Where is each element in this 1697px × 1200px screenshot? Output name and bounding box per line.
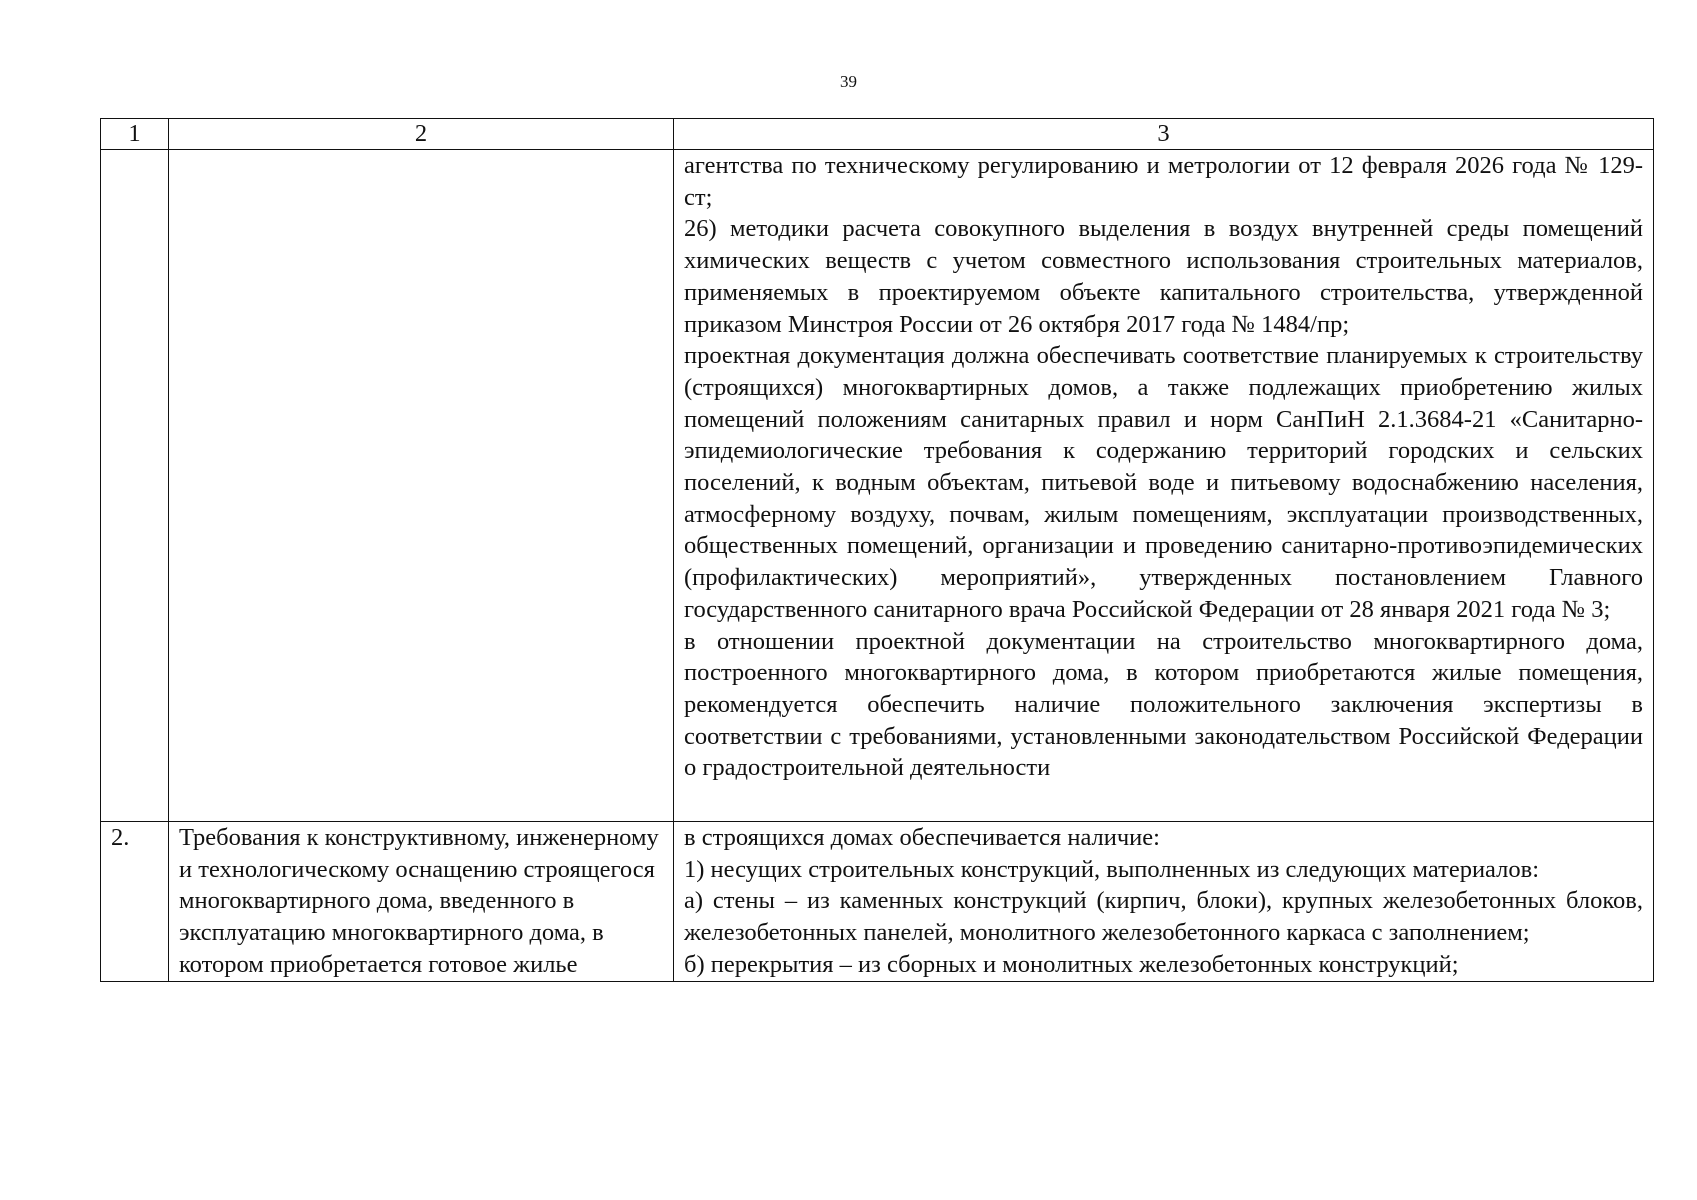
content-cell: [674, 822, 1654, 982]
paragraph: а) стены – из каменных конструкций (кирпич, блоки), крупных железобетонных блоков, железобетонных панелей, монолитного железобетонного каркаса с заполнением;: [684, 887, 1643, 947]
paragraph: 26) методики расчета совокупного выделения в воздух внутренней среды помещений химических веществ с учетом совместного использования строительных материалов, применяемых в проектируемом объекте капитального строительства, утвержденной приказом Минстроя России от 26 октября 2017 года № 1484/пр;: [684, 215, 1643, 338]
content-cell: [674, 150, 1654, 822]
row-number-cell: [101, 150, 169, 822]
requirements-table: [100, 118, 1654, 982]
table-header-row: [101, 119, 1654, 150]
column-header-3: 3: [674, 119, 1654, 150]
column-header-1: 1: [101, 119, 169, 150]
paragraph: в отношении проектной документации на строительство многоквартирного дома, построенного многоквартирного дома, в котором приобретаются жилые помещения, рекомендуется обеспечить наличие положительного заключения экспертизы в соответствии с требованиями, установленными законодательством Российской Федерации о градостроительной деятельности: [684, 627, 1643, 782]
paragraph: 1) несущих строительных конструкций, выполненных из следующих материалов:: [684, 855, 1539, 883]
paragraph: проектная документация должна обеспечивать соответствие планируемых к строительству (строящихся) многоквартирных домов, а также подлежащих приобретению жилых помещений положениям санитарных правил и норм СанПиН 2.1.3684-21 «Санитарно-эпидемиологические требования к содержанию территорий городских и сельских поселений, к водным объектам, питьевой воде и питьевому водоснабжению населения, атмосферному воздуху, почвам, жилым помещениям, эксплуатации производственных, общественных помещений, организации и проведению санитарно-противоэпидемических (профилактических) мероприятий», утвержденных постановлением Главного государственного санитарного врача Российской Федерации от 28 января 2021 года № 3;: [684, 342, 1643, 623]
paragraph: в строящихся домах обеспечивается наличие:: [684, 824, 1160, 851]
paragraph: б) перекрытия – из сборных и монолитных железобетонных конструкций;: [684, 950, 1459, 978]
page-number: 39: [840, 72, 857, 91]
table-row: [101, 150, 1654, 822]
column-header-2: 2: [169, 119, 674, 150]
paragraph: агентства по техническому регулированию и метрологии от 12 февраля 2026 года № 129-ст;: [684, 152, 1643, 211]
table-row: [101, 822, 1654, 982]
row-number-cell: 2.: [101, 822, 169, 982]
requirement-cell: [169, 150, 674, 822]
requirement-cell: Требования к конструктивному, инженерному и технологическому оснащению строящегося многоквартирного дома, введенного в эксплуатацию многоквартирного дома, в котором приобретается готовое жилье: [169, 822, 674, 982]
